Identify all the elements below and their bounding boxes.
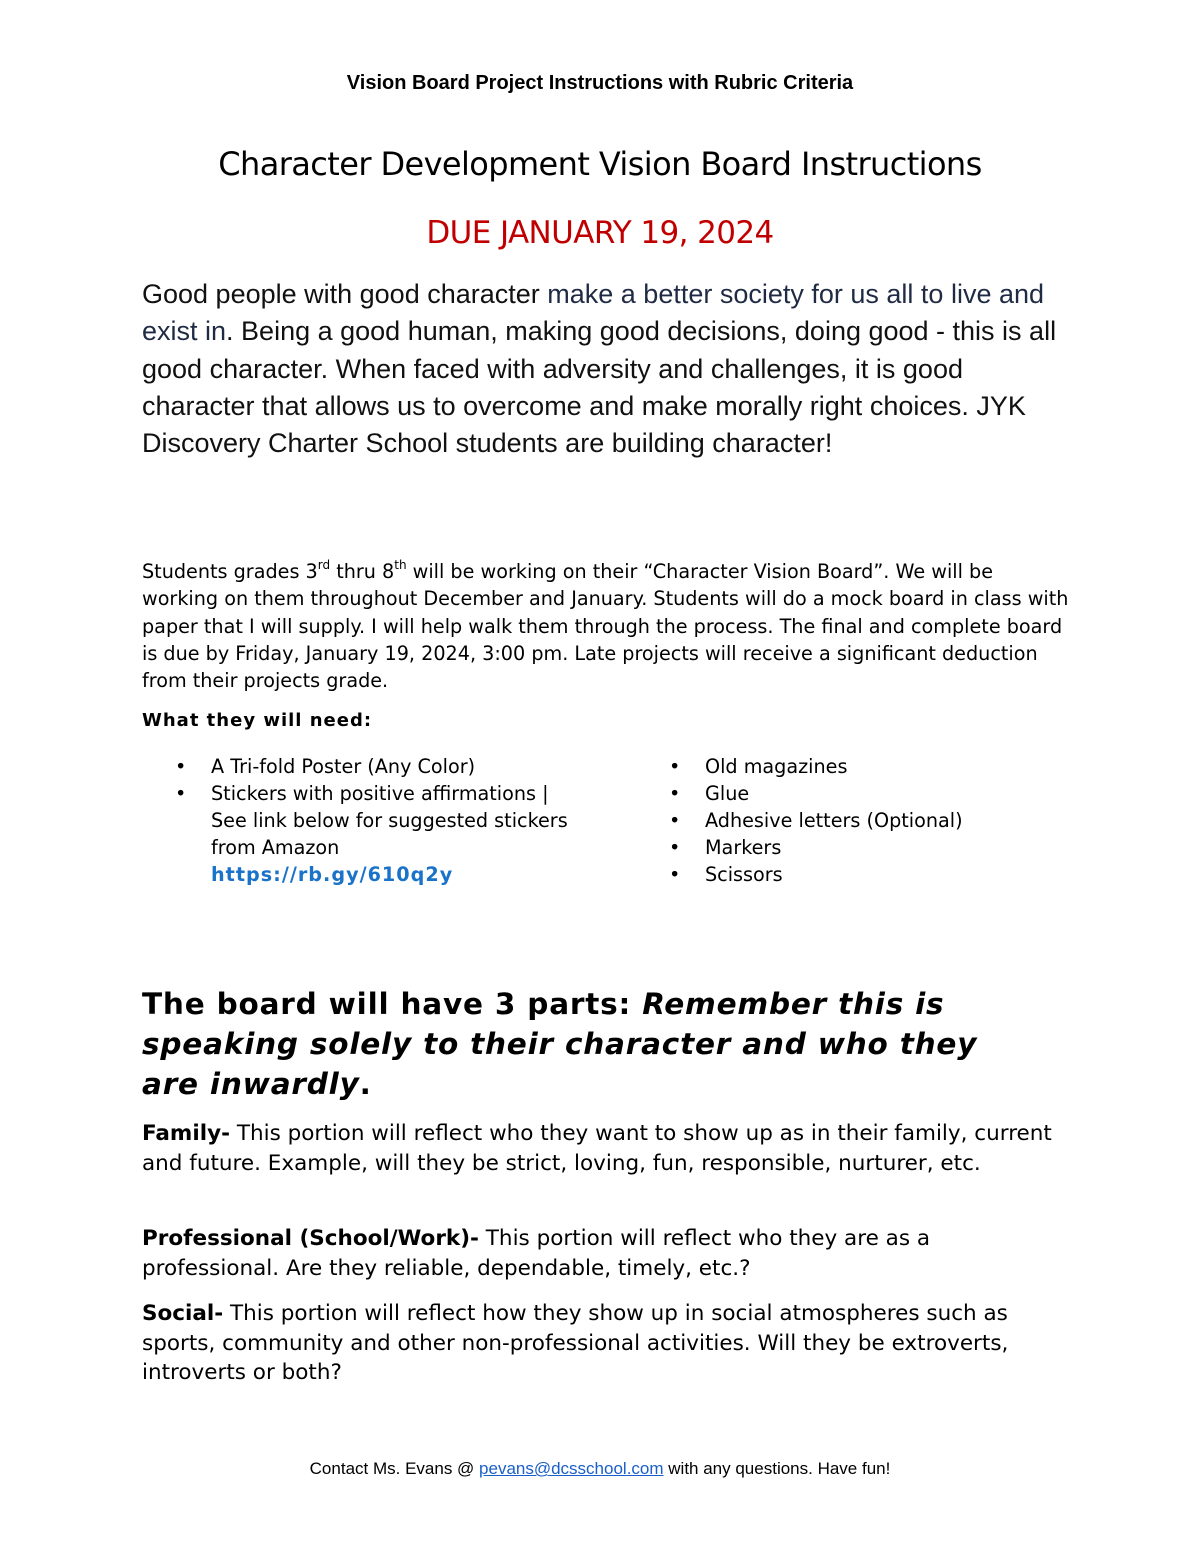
bullet-icon: • [669, 782, 681, 805]
part-social-label: Social- [142, 1301, 224, 1326]
bullet-icon: • [669, 863, 681, 886]
bullet-icon: • [669, 809, 681, 832]
part-social [142, 1299, 1072, 1388]
board-parts-heading-text: The board will have 3 parts: [142, 987, 643, 1021]
page-footer [0, 1459, 1200, 1479]
bullet-icon: • [669, 755, 681, 778]
intro-text-2: make a better society for us all to live and exist in [142, 279, 1045, 347]
list-item-label: Scissors [705, 863, 783, 886]
list-item [669, 861, 1069, 888]
document-title: Character Development Vision Board Instructions [218, 145, 982, 183]
details-superscript-2: th [394, 557, 407, 572]
list-item-label: A Tri-fold Poster (Any Color) [211, 755, 476, 778]
list-item [669, 753, 1069, 780]
intro-paragraph [142, 276, 1062, 462]
board-parts-heading [142, 984, 1042, 1104]
details-text-1: Students grades 3 [142, 560, 318, 583]
supplies-heading: What they will need: [142, 710, 373, 731]
list-item [175, 753, 575, 780]
board-parts-heading-period: . [359, 1067, 372, 1101]
part-family-text: This portion will reflect who they want to show up as in their family, current and future. Example, will they be strict, loving, fun, responsible, nurturer, etc. [142, 1121, 1052, 1176]
due-date: DUE JANUARY 19, 2024 [426, 215, 774, 251]
list-item [175, 780, 575, 888]
list-item [669, 780, 1069, 807]
part-professional-text: This portion will reflect who they are as a professional. Are they reliable, dependable, timely, etc.? [142, 1226, 931, 1281]
list-item [669, 807, 1069, 834]
bullet-icon: • [175, 755, 187, 778]
supplies-list-left [175, 753, 575, 888]
details-superscript-1: rd [317, 557, 331, 572]
list-item-label: Stickers with positive affirmations | See link below for suggested stickers from Amazon [211, 782, 568, 859]
page-header-title: Vision Board Project Instructions with Rubric Criteria [346, 72, 854, 94]
intro-text-3: . Being a good human, making good decisions, doing good - this is all good character. When faced with adversity and challenges, it is good character that allows us to overcome and make morally right choices. JYK Discovery Charter School students are building character! [142, 316, 1057, 459]
part-family [142, 1119, 1072, 1178]
details-text-3: will be working on their “Character Vision Board”. We will be working on them throughout December and January. Students will do a mock board in class with paper that I will supply. I will help walk them through the process. The final and complete board is due by Friday, January 19, 2024, 3:00 pm. Late projects will receive a significant deduction from their projects grade. [142, 560, 1069, 693]
footer-text-before: Contact Ms. Evans @ [309, 1459, 480, 1478]
board-parts-heading-emphasis: Remember this is speaking solely to their character and who they are inwardly [142, 987, 978, 1101]
part-professional-label: Professional (School/Work)- [142, 1226, 479, 1251]
contact-email-link[interactable]: pevans@dcsschool.com [479, 1459, 664, 1478]
list-item-label: Markers [705, 836, 782, 859]
list-item-label: Adhesive letters (Optional) [705, 809, 963, 832]
footer-text-after: with any questions. Have fun! [663, 1459, 891, 1478]
part-professional [142, 1224, 1072, 1283]
list-item-label: Old magazines [705, 755, 848, 778]
bullet-icon: • [669, 836, 681, 859]
supplies-list-right [669, 753, 1069, 888]
stickers-link[interactable]: https://rb.gy/610q2y [211, 863, 454, 886]
list-item-label: Glue [705, 782, 750, 805]
details-text-2: thru 8 [330, 560, 395, 583]
part-family-label: Family- [142, 1121, 231, 1146]
bullet-icon: • [175, 782, 187, 805]
list-item [669, 834, 1069, 861]
details-paragraph [142, 558, 1072, 694]
part-social-text: This portion will reflect how they show up in social atmospheres such as sports, community and other non-professional activities. Will they be extroverts, introverts or both? [142, 1301, 1009, 1385]
intro-text-1: Good people with good character [142, 279, 548, 309]
